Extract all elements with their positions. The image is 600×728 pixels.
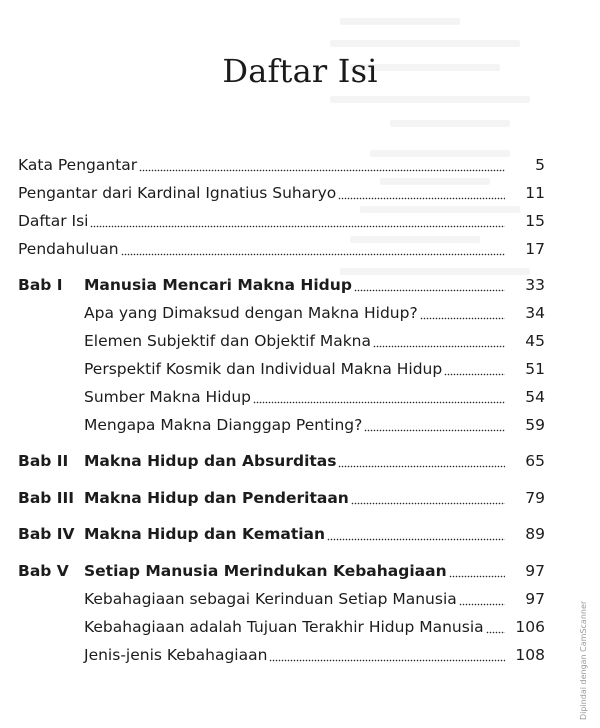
toc-entry [84, 304, 545, 326]
dot-leader [354, 288, 505, 292]
toc-entry [84, 646, 545, 668]
dot-leader [338, 464, 505, 468]
page-title: Daftar Isi [222, 52, 378, 90]
toc-entry-title: Apa yang Dimaksud dengan Makna Hidup? [84, 304, 418, 322]
toc-page-number: 11 [525, 184, 545, 202]
toc-entry [84, 618, 545, 640]
toc-page-number: 15 [525, 212, 545, 230]
dot-leader [449, 574, 505, 578]
dot-leader [486, 630, 505, 634]
chapter-number: Bab I [18, 276, 63, 294]
toc-entry [18, 212, 545, 234]
toc-entry-title: Pendahuluan [18, 240, 119, 258]
toc-entry [18, 452, 545, 474]
toc-entry [18, 525, 545, 547]
dot-leader [338, 196, 505, 200]
toc-page-number: 79 [525, 489, 545, 507]
dot-leader [269, 658, 505, 662]
toc-entry [18, 276, 545, 298]
toc-entry-title: Manusia Mencari Makna Hidup [84, 276, 352, 294]
toc-entry-title: Makna Hidup dan Kematian [84, 525, 326, 543]
scanner-watermark: Dipindai dengan CamScanner [579, 600, 588, 720]
toc-entry-title: Jenis-jenis Kebahagiaan [84, 646, 268, 664]
chapter-number: Bab II [18, 452, 69, 470]
toc-page-number: 51 [525, 360, 545, 378]
toc-entry [18, 240, 545, 262]
toc-entry-title: Setiap Manusia Merindukan Kebahagiaan [84, 562, 447, 580]
toc-page-number: 34 [525, 304, 545, 322]
toc-page-number: 45 [525, 332, 545, 350]
toc-entry-title: Perspektif Kosmik dan Individual Makna Hidup [84, 360, 443, 378]
dot-leader [444, 372, 505, 376]
toc-page-number: 97 [525, 562, 545, 580]
toc-entry-title: Pengantar dari Kardinal Ignatius Suharyo [18, 184, 337, 202]
chapter-number: Bab IV [18, 525, 75, 543]
toc-entry-title: Elemen Subjektif dan Objektif Makna [84, 332, 371, 350]
toc-page-number: 108 [515, 646, 545, 664]
dot-leader [459, 602, 505, 606]
toc-page-number: 54 [525, 388, 545, 406]
dot-leader [253, 400, 505, 404]
chapter-number: Bab III [18, 489, 75, 507]
toc-entry [18, 562, 545, 584]
dot-leader [420, 316, 505, 320]
toc-entry [18, 156, 545, 178]
toc-page-number: 65 [525, 452, 545, 470]
toc-entry-title: Makna Hidup dan Absurditas [84, 452, 337, 470]
dot-leader [351, 501, 505, 505]
toc-entry [84, 416, 545, 438]
toc-entry-title: Kata Pengantar [18, 156, 138, 174]
toc-page-number: 89 [525, 525, 545, 543]
dot-leader [327, 537, 505, 541]
dot-leader [90, 224, 505, 228]
toc-entry [18, 489, 545, 511]
toc-entry-title: Mengapa Makna Dianggap Penting? [84, 416, 363, 434]
toc-entry-title: Daftar Isi [18, 212, 89, 230]
toc-entry [84, 360, 545, 382]
dot-leader [364, 428, 505, 432]
toc-page-number: 5 [535, 156, 545, 174]
toc-entry [84, 590, 545, 612]
toc-entry-title: Sumber Makna Hidup [84, 388, 251, 406]
dot-leader [139, 168, 505, 172]
toc-page-number: 17 [525, 240, 545, 258]
chapter-number: Bab V [18, 562, 69, 580]
toc-entry-title: Makna Hidup dan Penderitaan [84, 489, 349, 507]
toc-page-number: 59 [525, 416, 545, 434]
toc-entry [84, 332, 545, 354]
toc-entry-title: Kebahagiaan adalah Tujuan Terakhir Hidup Manusia [84, 618, 484, 636]
dot-leader [121, 252, 505, 256]
dot-leader [373, 344, 505, 348]
toc-entry-title: Kebahagiaan sebagai Kerinduan Setiap Manusia [84, 590, 457, 608]
toc-entry [84, 388, 545, 410]
toc-page-number: 33 [525, 276, 545, 294]
toc-page-number: 97 [525, 590, 545, 608]
toc-entry [18, 184, 545, 206]
toc-page-number: 106 [515, 618, 545, 636]
